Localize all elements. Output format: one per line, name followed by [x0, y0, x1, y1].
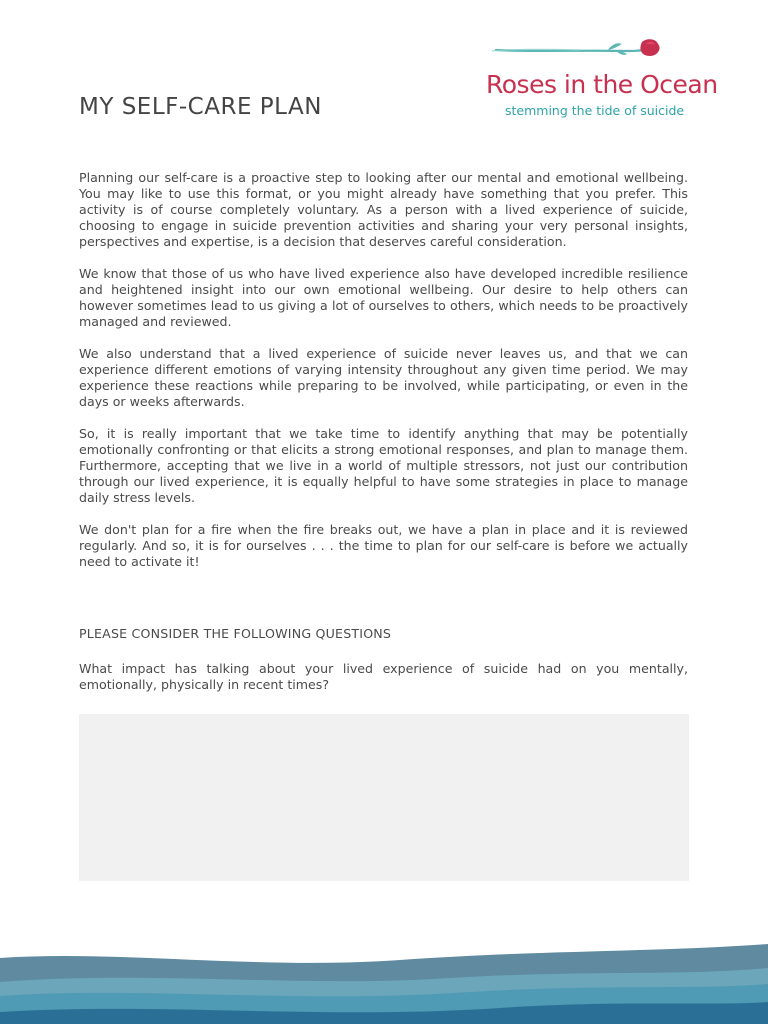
brand-name: Roses in the Ocean	[486, 70, 718, 99]
wave-footer-graphic	[0, 930, 768, 1024]
page-title: MY SELF-CARE PLAN	[79, 94, 322, 120]
rose-on-stem-icon	[490, 38, 720, 70]
intro-paragraph: Planning our self-care is a proactive step to looking after our mental and emotional wellbeing. You may like to use this format, or you might already have something that you prefer. This activity is of course completely voluntary. As a person with a lived experience of suicide, choosing to engage in suicide prevention activities and sharing your very personal insights, perspectives and expertise, is a decision that deserves careful consideration.	[79, 170, 688, 249]
intro-paragraph: We don't plan for a fire when the fire breaks out, we have a plan in place and it is reviewed regularly. And so, it is for ourselves . . . the time to plan for our self-care is before we actually need to activate it!	[79, 522, 688, 569]
brand-logo	[480, 38, 730, 122]
questions-heading: PLEASE CONSIDER THE FOLLOWING QUESTIONS	[79, 626, 392, 641]
answer-field[interactable]	[79, 714, 689, 881]
intro-paragraph: So, it is really important that we take time to identify anything that may be potentially emotionally confronting or that elicits a strong emotional responses, and plan to manage them. Furthermore, accepting that we live in a world of multiple stressors, not just our contribution through our lived experience, it is equally helpful to have some strategies in place to manage daily stress levels.	[79, 426, 688, 505]
intro-paragraph: We also understand that a lived experience of suicide never leaves us, and that we can experience different emotions of varying intensity throughout any given time period. We may experience these reactions while preparing to be involved, while participating, or even in the days or weeks afterwards.	[79, 346, 688, 409]
intro-body	[79, 170, 688, 586]
question-text: What impact has talking about your lived experience of suicide had on you mentally, emotionally, physically in recent times?	[79, 661, 688, 692]
brand-tagline: stemming the tide of suicide	[505, 103, 685, 118]
intro-paragraph: We know that those of us who have lived experience also have developed incredible resilience and heightened insight into our own emotional wellbeing. Our desire to help others can however sometimes lead to us giving a lot of ourselves to others, which needs to be proactively managed and reviewed.	[79, 266, 688, 329]
